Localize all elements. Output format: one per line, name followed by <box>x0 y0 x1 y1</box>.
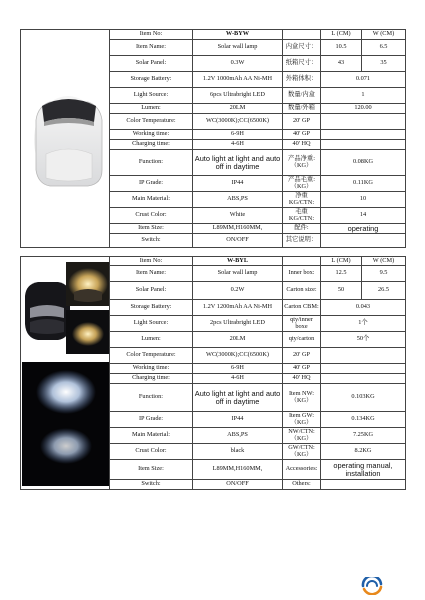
pack-label: 毛重KG/CTN: <box>283 208 321 224</box>
pack-value <box>321 234 406 248</box>
pack-label: 数量/外箱 <box>283 104 321 114</box>
spec-label: Charging time: <box>110 140 193 150</box>
spec-value: 6-9H <box>193 130 283 140</box>
spec-table-2 <box>20 256 406 490</box>
spec-label: Crust Color: <box>110 444 193 460</box>
pack-value-w: 26.5 <box>362 282 406 300</box>
product-photo-black-lamp <box>22 258 110 486</box>
pack-label: 产品净重:（KG） <box>283 150 321 176</box>
pack-label: 其它说明： <box>283 234 321 248</box>
pack-label: Accessories: <box>283 460 321 480</box>
pack-value: 0.043 <box>321 300 406 316</box>
dims-header-width: W (CM) <box>362 257 406 266</box>
pack-label: 配件: <box>283 224 321 234</box>
product-image-cell <box>21 30 110 248</box>
container-label: 40' HQ <box>283 140 321 150</box>
dims-header-length: L (CM) <box>321 30 362 40</box>
product-photo-white-lamp <box>22 62 110 212</box>
spec-label: Storage Battery: <box>110 300 193 316</box>
spec-value: L89MM,H160MM, <box>193 224 283 234</box>
spec-label: Solar Panel: <box>110 56 193 72</box>
pack-value: 7.25KG <box>321 428 406 444</box>
container-label: 20' GP <box>283 348 321 364</box>
spec-label: Crust Color: <box>110 208 193 224</box>
spec-value: WC(3000K);CC(6500K) <box>193 114 283 130</box>
pack-label: 数量/内盒 <box>283 88 321 104</box>
spec-table-1 <box>20 29 406 248</box>
container-value <box>321 348 406 364</box>
item-no-value: W-BYW <box>193 30 283 40</box>
spec-value: L89MM,H160MM, <box>193 460 283 480</box>
pack-label: Others: <box>283 480 321 490</box>
spec-value: Auto light at light and auto off in daytime <box>193 384 283 412</box>
spec-label: Lumen: <box>110 104 193 114</box>
pack-label: qty/inner boxe <box>283 316 321 332</box>
spec-label: IP Grade: <box>110 176 193 192</box>
pack-label: Item GW:（KG） <box>283 412 321 428</box>
spec-label: Main Material: <box>110 428 193 444</box>
spec-value: White <box>193 208 283 224</box>
item-no-value: W-BYL <box>193 257 283 266</box>
container-label: 40' GP <box>283 364 321 374</box>
spec-label: IP Grade: <box>110 412 193 428</box>
container-value <box>321 374 406 384</box>
pack-label: qty/carton <box>283 332 321 348</box>
container-value <box>321 140 406 150</box>
spec-value: WC(3000K);CC(6500K) <box>193 348 283 364</box>
dims-header-width: W (CM) <box>362 30 406 40</box>
pack-value: 0.103KG <box>321 384 406 412</box>
container-value <box>321 114 406 130</box>
pack-value: 0.134KG <box>321 412 406 428</box>
pack-value-w: 35 <box>362 56 406 72</box>
pack-value: 14 <box>321 208 406 224</box>
pack-label: Carton size: <box>283 282 321 300</box>
container-value <box>321 130 406 140</box>
pack-label: 外箱体积： <box>283 72 321 88</box>
pack-label: NW/CTN:（KG） <box>283 428 321 444</box>
spec-label: Function: <box>110 384 193 412</box>
dims-header-blank <box>283 30 321 40</box>
spec-value: 4-6H <box>193 140 283 150</box>
spec-label: Function: <box>110 150 193 176</box>
pack-value-l: 50 <box>321 282 362 300</box>
pack-value: 1个 <box>321 316 406 332</box>
spec-label: Item Name: <box>110 266 193 282</box>
spec-value: 4-6H <box>193 374 283 384</box>
spec-label: Color Temperature: <box>110 114 193 130</box>
pack-value-l: 43 <box>321 56 362 72</box>
pack-label: GW/CTN:（KG） <box>283 444 321 460</box>
container-label: 40' HQ <box>283 374 321 384</box>
spec-value: 6-9H <box>193 364 283 374</box>
spec-value: black <box>193 444 283 460</box>
pack-label: 纸箱尺寸： <box>283 56 321 72</box>
item-no-label: Item No: <box>110 257 193 266</box>
spec-label: Item Size: <box>110 224 193 234</box>
item-no-label: Item No: <box>110 30 193 40</box>
spec-label: Light Source: <box>110 316 193 332</box>
pack-label: Item NW:（KG） <box>283 384 321 412</box>
spec-value: Solar wall lamp <box>193 40 283 56</box>
pack-value: 50个 <box>321 332 406 348</box>
spec-value: Solar wall lamp <box>193 266 283 282</box>
pack-value: 8.2KG <box>321 444 406 460</box>
pack-value-l: 12.5 <box>321 266 362 282</box>
spec-label: Working time: <box>110 130 193 140</box>
spec-value: ABS,PS <box>193 428 283 444</box>
pack-label: 内盒尺寸： <box>283 40 321 56</box>
spec-label: Working time: <box>110 364 193 374</box>
spec-label: Switch: <box>110 234 193 248</box>
spec-value: 20LM <box>193 104 283 114</box>
product-image-cell <box>21 257 110 490</box>
pack-value: 0.11KG <box>321 176 406 192</box>
pack-label: Inner box: <box>283 266 321 282</box>
container-value <box>321 364 406 374</box>
pack-value: 0.071 <box>321 72 406 88</box>
spec-value: Auto light at light and auto off in daytime <box>193 150 283 176</box>
pack-value: 10 <box>321 192 406 208</box>
pack-label: Carton CBM: <box>283 300 321 316</box>
spec-value: IP44 <box>193 412 283 428</box>
spec-value: IP44 <box>193 176 283 192</box>
spec-value: 6pcs Ultrabright LED <box>193 88 283 104</box>
pack-value <box>321 480 406 490</box>
spec-value: 2pcs Ultrabright LED <box>193 316 283 332</box>
spec-label: Storage Battery: <box>110 72 193 88</box>
pack-value-l: 10.5 <box>321 40 362 56</box>
spec-label: Switch: <box>110 480 193 490</box>
spec-label: Color Temperature: <box>110 348 193 364</box>
pack-label: 净重KG/CTN: <box>283 192 321 208</box>
pack-value: 120.00 <box>321 104 406 114</box>
pack-value: operating <box>321 224 406 234</box>
dims-header-length: L (CM) <box>321 257 362 266</box>
spec-label: Charging time: <box>110 374 193 384</box>
spec-value: ON/OFF <box>193 480 283 490</box>
container-label: 40' GP <box>283 130 321 140</box>
spec-label: Item Name: <box>110 40 193 56</box>
spec-label: Solar Panel: <box>110 282 193 300</box>
spec-value: ON/OFF <box>193 234 283 248</box>
pack-value: 1 <box>321 88 406 104</box>
spec-value: 0.2W <box>193 282 283 300</box>
container-label: 20' GP <box>283 114 321 130</box>
spec-value: 1.2V 1000mAh AA Ni-MH <box>193 72 283 88</box>
spec-label: Lumen: <box>110 332 193 348</box>
pack-value-w: 9.5 <box>362 266 406 282</box>
spec-value: 20LM <box>193 332 283 348</box>
pack-value: 0.08KG <box>321 150 406 176</box>
dims-header-blank <box>283 257 321 266</box>
pack-value: operating manual, installation <box>321 460 406 480</box>
spec-label: Light Source: <box>110 88 193 104</box>
spec-label: Item Size: <box>110 460 193 480</box>
pack-label: 产品毛重:（KG） <box>283 176 321 192</box>
spec-value: 1.2V 1200mAh AA Ni-MH <box>193 300 283 316</box>
spec-value: 0.3W <box>193 56 283 72</box>
spec-label: Main Material: <box>110 192 193 208</box>
pack-value-w: 6.5 <box>362 40 406 56</box>
spec-value: ABS,PS <box>193 192 283 208</box>
brand-logo <box>359 577 385 595</box>
